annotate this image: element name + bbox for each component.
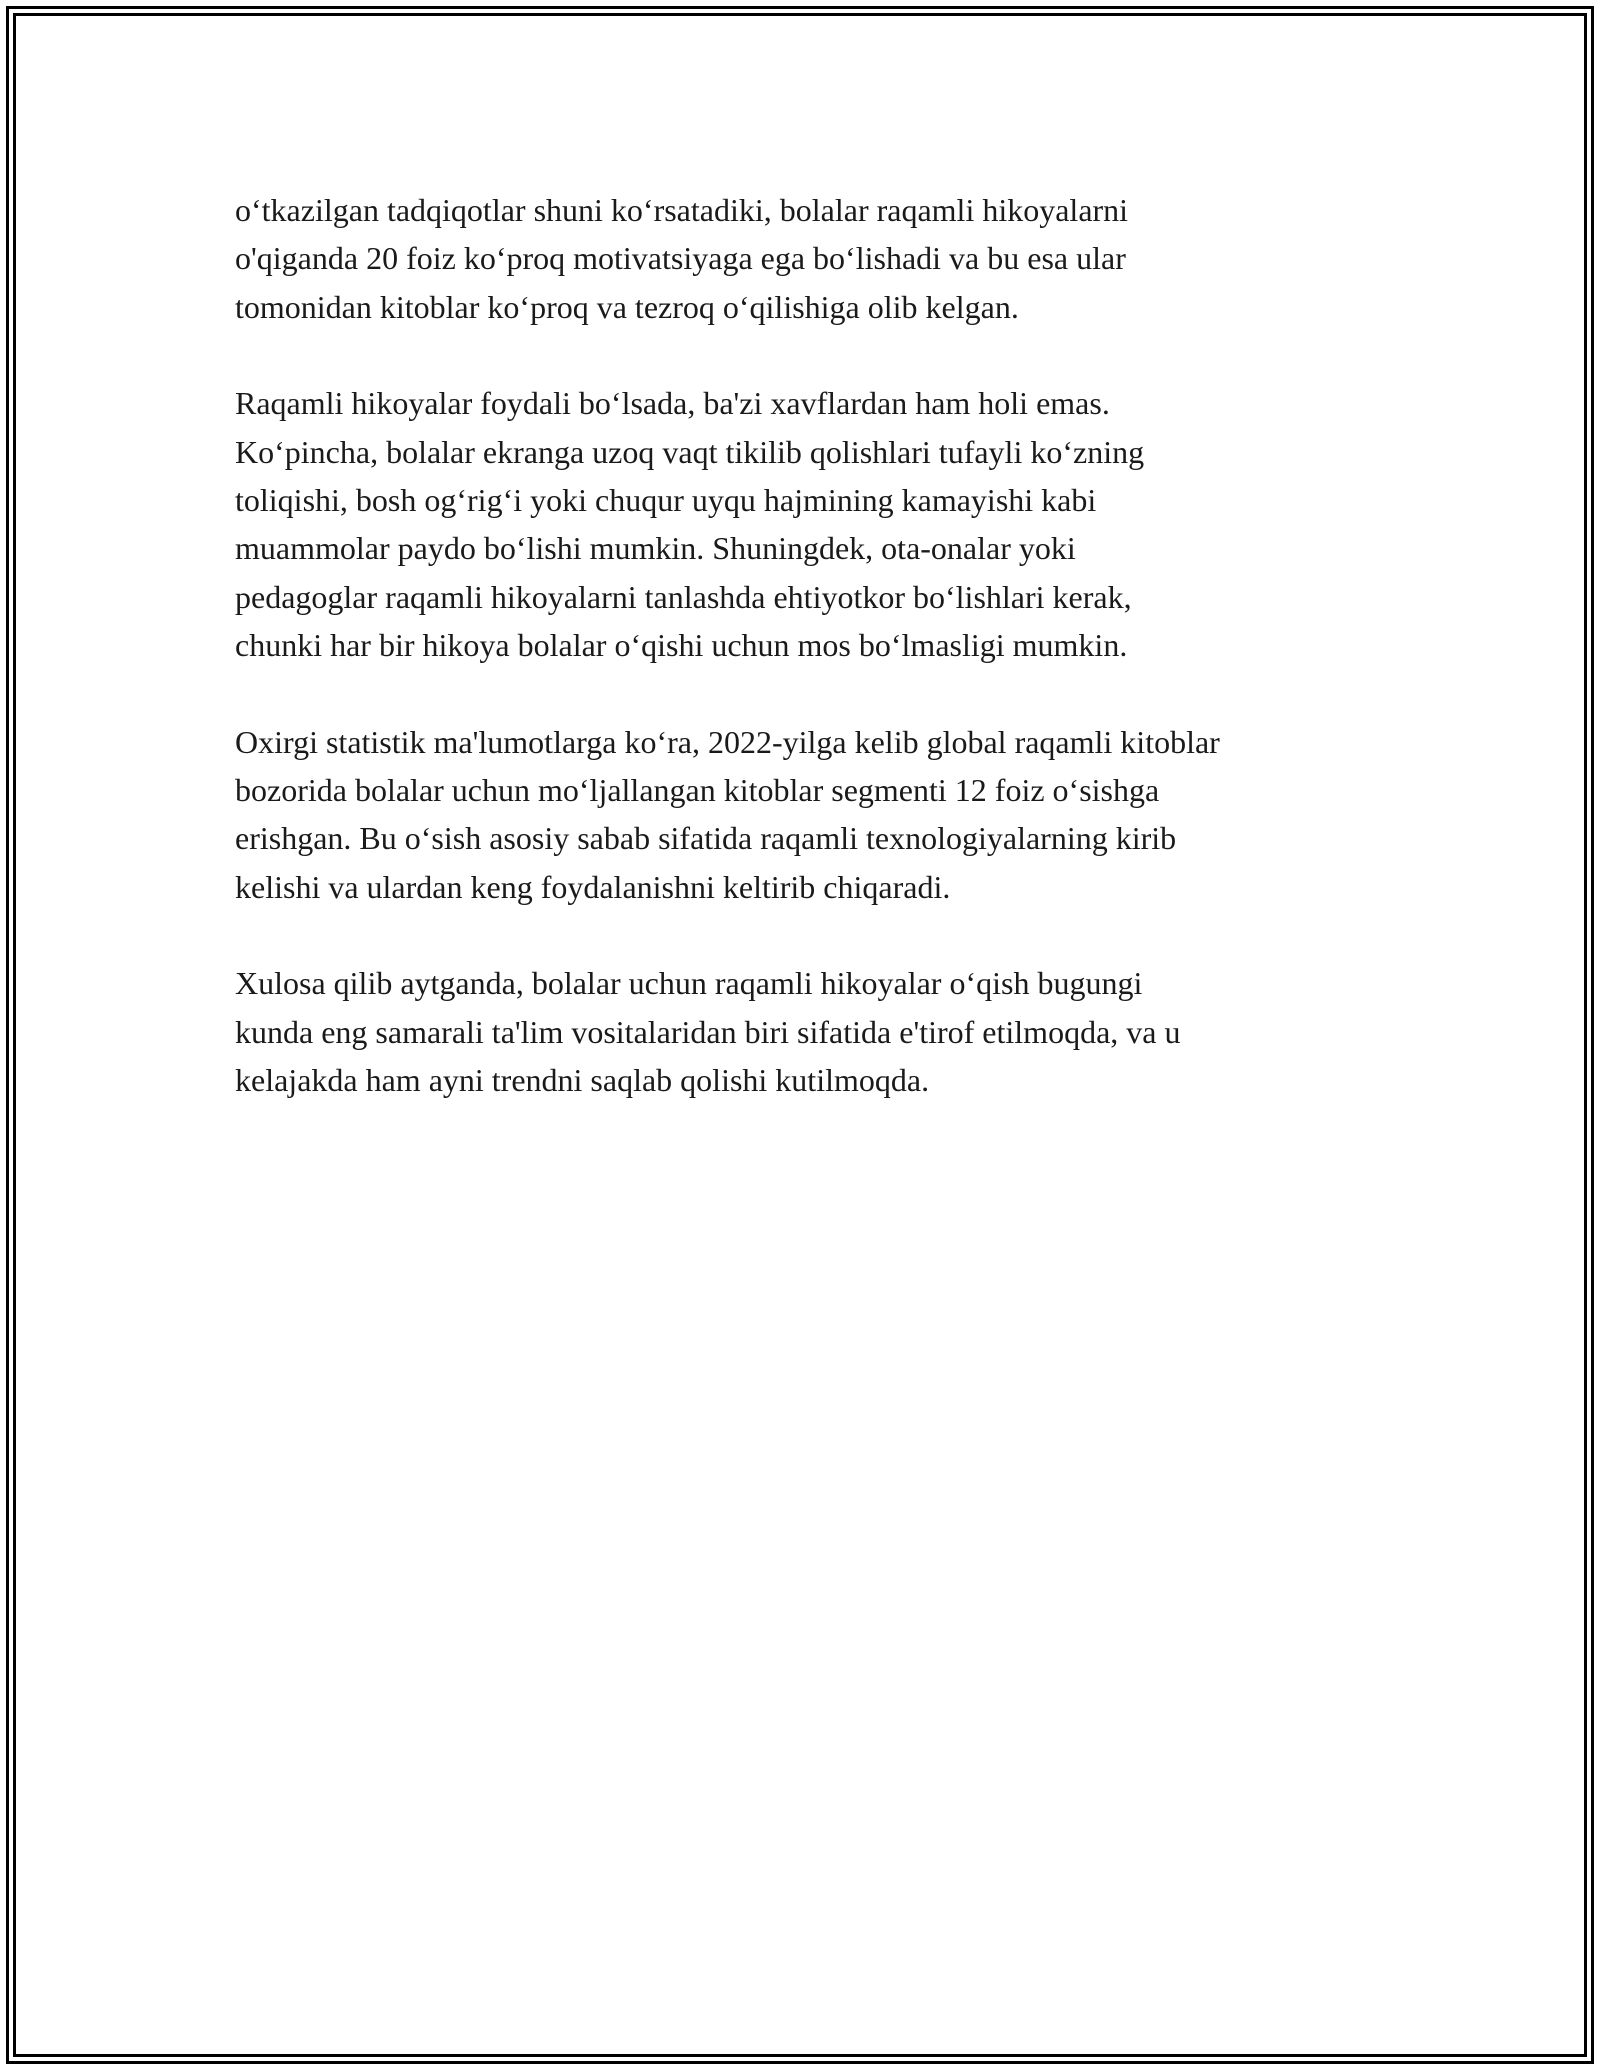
text-line: Raqamli hikoyalar foydali bo‘lsada, ba'zi xavflardan ham holi emas.	[235, 385, 1110, 422]
document-body	[235, 186, 1385, 1153]
text-line: Xulosa qilib aytganda, bolalar uchun raqamli hikoyalar o‘qish bugungi	[235, 965, 1143, 1002]
text-line: toliqishi, bosh og‘rig‘i yoki chuqur uyqu hajmining kamayishi kabi	[235, 482, 1097, 519]
paragraph-4	[235, 959, 1385, 1104]
paragraph-1	[235, 186, 1385, 331]
text-line: kelajakda ham ayni trendni saqlab qolishi kutilmoqda.	[235, 1062, 930, 1099]
text-line: bozorida bolalar uchun mo‘ljallangan kitoblar segmenti 12 foiz o‘sishga	[235, 772, 1160, 809]
text-line: erishgan. Bu o‘sish asosiy sabab sifatida raqamli texnologiyalarning kirib	[235, 820, 1177, 857]
text-line: muammolar paydo bo‘lishi mumkin. Shuningdek, ota-onalar yoki	[235, 530, 1076, 567]
text-line: o'qiganda 20 foiz ko‘proq motivatsiyaga ega bo‘lishadi va bu esa ular	[235, 240, 1126, 277]
paragraph-2	[235, 379, 1385, 669]
text-line: Ko‘pincha, bolalar ekranga uzoq vaqt tikilib qolishlari tufayli ko‘zning	[235, 433, 1145, 470]
text-line: o‘tkazilgan tadqiqotlar shuni ko‘rsatadiki, bolalar raqamli hikoyalarni	[235, 192, 1129, 228]
text-line: tomonidan kitoblar ko‘proq va tezroq o‘qilishiga olib kelgan.	[235, 288, 1019, 325]
text-line: kunda eng samarali ta'lim vositalaridan biri sifatida e'tirof etilmoqda, va u	[235, 1013, 1181, 1050]
text-line: chunki har bir hikoya bolalar o‘qishi uchun mos bo‘lmasligi mumkin.	[235, 627, 1128, 664]
text-line: pedagoglar raqamli hikoyalarni tanlashda ehtiyotkor bo‘lishlari kerak,	[235, 578, 1132, 615]
paragraph-3	[235, 718, 1385, 912]
text-line: kelishi va ulardan keng foydalanishni keltirib chiqaradi.	[235, 868, 951, 905]
text-line: Oxirgi statistik ma'lumotlarga ko‘ra, 2022-yilga kelib global raqamli kitoblar	[235, 723, 1220, 760]
